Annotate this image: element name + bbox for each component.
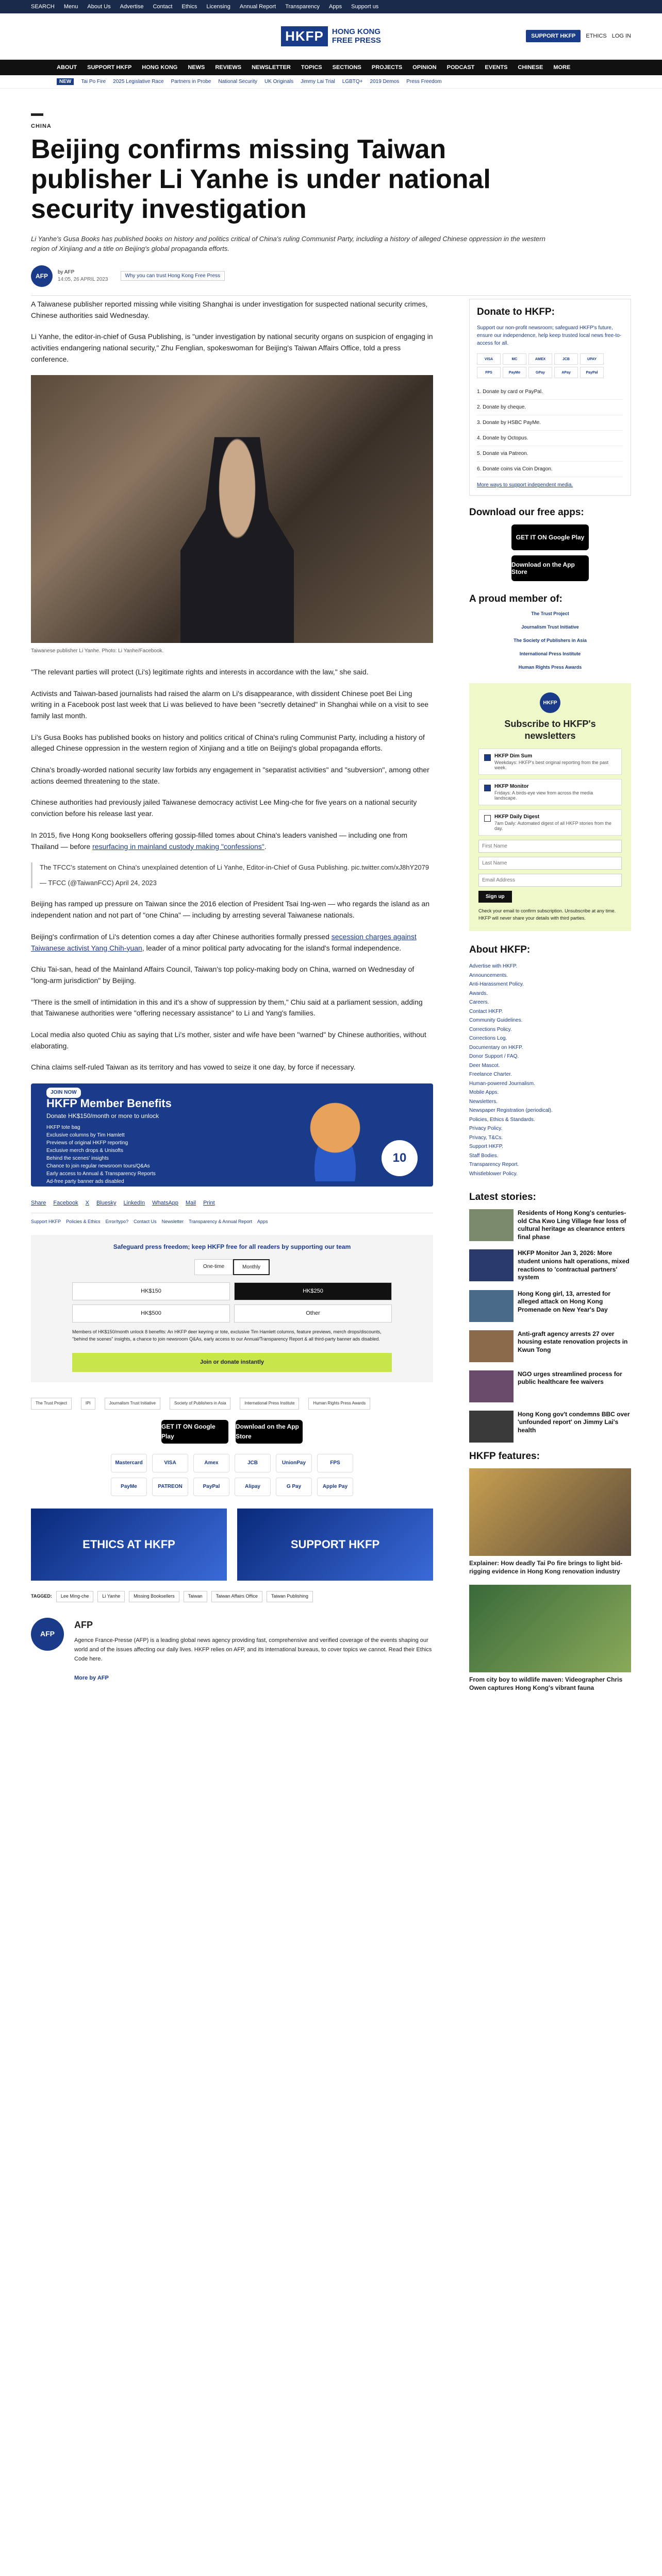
payment-logo: VISA	[152, 1454, 188, 1472]
util-link[interactable]: SEARCH	[31, 4, 55, 10]
login-link[interactable]: LOG IN	[611, 33, 631, 39]
about-link[interactable]: Newsletters.	[469, 1098, 498, 1105]
anniversary-badge: 10	[382, 1140, 418, 1176]
feature-image[interactable]	[469, 1585, 631, 1672]
donate-option[interactable]: 6. Donate coins via Coin Dragon.	[477, 462, 623, 477]
about-link[interactable]: Staff Bodies.	[469, 1153, 499, 1159]
support-link[interactable]: Transparency & Annual Report	[189, 1219, 252, 1225]
util-link[interactable]: Contact	[153, 4, 173, 10]
feature-title[interactable]: From city boy to wildlife maven: Videographer Chris Owen captures Hong Kong's vibrant fauna	[469, 1676, 623, 1692]
story-title[interactable]: Residents of Hong Kong's centuries-old Cha Kwo Ling Village fear loss of cultural heritage as clearance enters final phase	[518, 1209, 626, 1241]
member-logo[interactable]: Journalism Trust Initiative	[105, 1398, 160, 1409]
paragraph: Li Yanhe, the editor-in-chief of Gusa Publishing, is "under investigation by national security organs on suspicion of engaging in activities endangering national security," Zhu Fenglian, spokeswoman for Beijing's Taiwan Affairs Office, told a press conference.	[31, 332, 433, 363]
newsletter-name: HKFP Monitor	[494, 784, 529, 789]
byline	[31, 265, 631, 287]
article-body	[31, 299, 433, 1693]
story-thumbnail[interactable]	[469, 1411, 514, 1443]
amount-option[interactable]: HK$500	[72, 1304, 230, 1323]
nav-item[interactable]: OPINION	[412, 64, 437, 71]
nav-item[interactable]: HONG KONG	[142, 64, 178, 71]
card-logo: AMEX	[528, 353, 552, 365]
about-link[interactable]: Documentary on HKFP.	[469, 1044, 523, 1050]
subnav-item[interactable]: 2025 Legislative Race	[113, 79, 164, 84]
about-link[interactable]: Policies, Ethics & Standards.	[469, 1116, 535, 1123]
subnav-item[interactable]: Press Freedom	[406, 79, 442, 84]
support-link[interactable]: Error/typo?	[105, 1219, 129, 1225]
newsletter-option[interactable]	[478, 809, 622, 836]
member-logo[interactable]: Human Rights Press Awards	[308, 1398, 370, 1409]
util-link[interactable]: Menu	[63, 4, 78, 10]
nav-item[interactable]: PROJECTS	[371, 64, 403, 71]
share-link[interactable]: Mail	[185, 1200, 196, 1207]
payment-logo: UnionPay	[276, 1454, 312, 1472]
amount-option[interactable]: HK$250	[234, 1282, 392, 1300]
about-link[interactable]: Newspaper Registration (periodical).	[469, 1108, 553, 1113]
site-logo[interactable]	[281, 26, 381, 46]
latest-story[interactable]	[469, 1209, 631, 1241]
freq-monthly[interactable]: Monthly	[233, 1259, 270, 1276]
paragraph: Local media also quoted Chiu as saying that Li's mother, sister and wife have been "warned" by Chinese authorities, without elaborating.	[31, 1030, 426, 1050]
author-name[interactable]: AFP	[74, 1619, 93, 1630]
nav-item[interactable]: EVENTS	[485, 64, 508, 71]
divider	[31, 295, 631, 296]
payment-logo: PayMe	[111, 1478, 147, 1496]
util-link[interactable]: About Us	[87, 4, 111, 10]
paragraph: A Taiwanese publisher reported missing while visiting Shanghai is under investigation for suspected national security crimes, Chinese authorities said Wednesday.	[31, 300, 428, 319]
story-title[interactable]: HKFP Monitor Jan 3, 2026: More student unions halt operations, mixed reactions to 'contractual partners' system	[518, 1249, 630, 1281]
freq-one-time[interactable]: One-time	[194, 1259, 233, 1276]
paragraph: China's broadly-worded national security law forbids any engagement in "separatist activities" and "subversion", among other actions deemed threatening to the state.	[31, 766, 429, 785]
newsletter-name: HKFP Dim Sum	[494, 753, 533, 759]
subnav-item[interactable]: Partners in Probe	[171, 79, 211, 84]
latest-story[interactable]	[469, 1411, 631, 1443]
donate-header: Safeguard press freedom; keep HKFP free for all readers by supporting our team	[113, 1243, 351, 1251]
article	[31, 113, 631, 1692]
paragraph: In 2015, five Hong Kong booksellers offering gossip-filled tomes about China's leaders vanished — including one from Thailand — before resurfacing in mainland custody making "confessions".	[31, 831, 408, 851]
member-logo[interactable]: Society of Publishers in Asia	[170, 1398, 231, 1409]
nav-item[interactable]: TOPICS	[301, 64, 322, 71]
author-avatar[interactable]: AFP	[31, 1618, 64, 1651]
paragraph: Li's Gusa Books has published books on history and politics critical of China's ruling Communist Party, including a history of alleged Chinese oppression in the western region of Xinjiang and a title on Beijing's global propaganda efforts.	[31, 733, 425, 753]
card-logo: VISA	[477, 353, 501, 365]
benefits-list	[46, 1124, 156, 1185]
latest-story[interactable]	[469, 1290, 631, 1322]
author-bio: Agence France-Presse (AFP) is a leading global news agency providing fast, comprehensive and verified coverage of the events shaping our world and of the issues affecting our daily lives. HKFP relies on AFP, and its international bureaus, to cover topics we cannot. Read their Ethics Code here.	[74, 1637, 432, 1662]
util-link[interactable]: Licensing	[206, 4, 230, 10]
benefit-item: Early access to Annual & Transparency Reports	[46, 1171, 156, 1177]
story-thumbnail[interactable]	[469, 1249, 514, 1281]
story-thumbnail[interactable]	[469, 1330, 514, 1362]
latest-story[interactable]	[469, 1249, 631, 1281]
about-link[interactable]: Privacy, T&Cs.	[469, 1134, 503, 1141]
subscribe-title: Subscribe to HKFP's newsletters	[504, 719, 596, 741]
about-link[interactable]: Transparency Report.	[469, 1162, 519, 1167]
proud-title: A proud member of:	[469, 594, 562, 604]
byline-author[interactable]: by AFP	[58, 269, 75, 276]
app-buttons	[31, 1420, 433, 1444]
join-now-pill[interactable]: JOIN NOW	[46, 1088, 81, 1098]
about-link[interactable]: Donor Support / FAQ.	[469, 1054, 519, 1059]
author-box	[31, 1618, 433, 1693]
features-title: HKFP features:	[469, 1450, 540, 1462]
google-play-button[interactable]: GET IT ON Google Play	[161, 1420, 228, 1444]
feature-story[interactable]	[469, 1468, 631, 1575]
promo-banners	[31, 1509, 433, 1581]
author-avatar[interactable]: AFP	[31, 265, 53, 287]
benefit-item: HKFP tote bag	[46, 1125, 80, 1131]
util-link[interactable]: Advertise	[120, 4, 144, 10]
support-link[interactable]: Apps	[257, 1219, 268, 1225]
payment-logo: Apple Pay	[317, 1478, 353, 1496]
story-title[interactable]: NGO urges streamlined process for public healthcare fee waivers	[518, 1370, 622, 1386]
trust-link[interactable]: Why you can trust Hong Kong Free Press	[121, 271, 225, 281]
util-link[interactable]: Support us	[351, 4, 379, 10]
card-logos	[477, 353, 623, 378]
about-link[interactable]: Anti-Harassment Policy.	[469, 981, 524, 987]
category-rule	[31, 113, 43, 116]
article-headline: Beijing confirms missing Taiwan publisher Li Yanhe is under national security investigation	[31, 134, 491, 225]
nav-item[interactable]: CHINESE	[518, 64, 543, 71]
about-link[interactable]: Whistleblower Policy.	[469, 1171, 518, 1177]
benefit-item: Behind the scenes' insights	[46, 1156, 109, 1162]
about-link[interactable]: Careers.	[469, 999, 489, 1005]
about-link[interactable]: Announcements.	[469, 972, 508, 978]
latest-title: Latest stories:	[469, 1192, 536, 1202]
member-logo[interactable]: The Trust Project	[31, 1398, 72, 1409]
newsletter-name: HKFP Daily Digest	[494, 814, 540, 820]
benefit-item: Exclusive merch drops & Unisofts	[46, 1148, 123, 1154]
share-link[interactable]: X	[85, 1200, 90, 1207]
email-input[interactable]	[478, 874, 622, 887]
feature-image[interactable]	[469, 1468, 631, 1556]
newsletter-desc: Fridays: A birds-eye view from across the media landscape.	[494, 790, 593, 801]
donate-option[interactable]: 1. Donate by card or PayPal.	[477, 384, 623, 400]
util-link[interactable]: Ethics	[181, 4, 197, 10]
payment-logo: PATREON	[152, 1478, 188, 1496]
photo-caption: Taiwanese publisher Li Yanhe. Photo: Li Yanhe/Facebook.	[31, 648, 164, 654]
member-org-logo[interactable]: International Press Institute	[519, 651, 581, 656]
secession-charges-link[interactable]: secession charges against Taiwanese activist Yang Chih-yuan	[31, 932, 417, 952]
app-store-button[interactable]: Download on the App Store	[236, 1420, 303, 1444]
subnav-item[interactable]: UK Originals	[264, 79, 294, 84]
embedded-tweet	[31, 862, 433, 888]
member-subtitle: Donate HK$150/month or more to unlock	[46, 1112, 159, 1120]
card-logo: APay	[554, 367, 578, 378]
member-title: HKFP Member Benefits	[46, 1097, 172, 1110]
share-link[interactable]: Bluesky	[96, 1200, 117, 1207]
more-ways-link[interactable]: More ways to support independent media.	[477, 482, 573, 488]
member-org-logo[interactable]: The Trust Project	[531, 611, 569, 616]
about-title: About HKFP:	[469, 944, 531, 955]
member-org-logo[interactable]: The Society of Publishers in Asia	[514, 638, 587, 643]
about-link[interactable]: Community Guidelines.	[469, 1018, 523, 1023]
member-orgs	[469, 611, 631, 670]
nav-item[interactable]: REVIEWS	[215, 64, 242, 71]
benefit-item: Ad-free party banner ads disabled	[46, 1179, 124, 1185]
tag-chip[interactable]: Taiwan	[184, 1591, 207, 1602]
payment-logo: PayPal	[193, 1478, 229, 1496]
paragraph: China claims self-ruled Taiwan as its territory and has vowed to seize it one day, by force if necessary.	[31, 1063, 356, 1072]
support-link[interactable]: Contact Us	[134, 1219, 157, 1225]
donate-option[interactable]: 5. Donate via Patreon.	[477, 446, 623, 462]
card-logo: UPAY	[580, 353, 604, 365]
article-photo	[31, 375, 433, 643]
subnav-item[interactable]: National Security	[218, 79, 257, 84]
sub-nav	[0, 75, 662, 89]
tag-chip[interactable]: Taiwan Publishing	[267, 1591, 313, 1602]
payment-logo: Alipay	[235, 1478, 271, 1496]
about-link[interactable]: Human-powered Journalism.	[469, 1080, 535, 1087]
about-link[interactable]: Mobile Apps.	[469, 1090, 499, 1095]
story-thumbnail[interactable]	[469, 1290, 514, 1322]
subnav-item[interactable]: Tai Po Fire	[81, 79, 106, 84]
latest-story[interactable]	[469, 1330, 631, 1362]
paragraph: Chiu Tai-san, head of the Mainland Affairs Council, Taiwan's top policy-making body on China, warned on Wednesday of "long-arm jurisdiction" by Beijing.	[31, 965, 415, 985]
share-bar	[31, 1199, 433, 1213]
story-title[interactable]: Anti-graft agency arrests 27 over housing estate renovation projects in Kwun Tong	[518, 1330, 628, 1353]
member-logo[interactable]: International Press Institute	[240, 1398, 299, 1409]
first-name-input[interactable]	[478, 840, 622, 853]
donate-option[interactable]: 2. Donate by cheque.	[477, 400, 623, 415]
benefit-item: Previews of original HKFP reporting	[46, 1140, 128, 1146]
tweet-signature[interactable]: — TFCC (@TaiwanFCC) April 24, 2023	[40, 879, 157, 887]
about-link[interactable]: Corrections Policy.	[469, 1026, 512, 1032]
subnav-item[interactable]: Jimmy Lai Trial	[301, 79, 335, 84]
tag-chip[interactable]: Lee Ming-che	[56, 1591, 94, 1602]
amount-option[interactable]: Other	[234, 1304, 392, 1323]
tags-row	[31, 1591, 433, 1602]
signup-fineprint: Check your email to confirm subscription. Unsubscribe at any time. HKFP will never share your details with third parties.	[478, 908, 616, 921]
support-hkfp-button[interactable]: SUPPORT HKFP	[526, 30, 581, 42]
share-link[interactable]: LinkedIn	[123, 1200, 145, 1207]
card-logo: MC	[503, 353, 526, 365]
join-donate-button[interactable]: Join or donate instantly	[72, 1353, 392, 1372]
promo-banner[interactable]: ETHICS AT HKFP	[31, 1509, 227, 1581]
benefit-item: Chance to join regular newsroom tours/Q&As	[46, 1163, 150, 1170]
util-link[interactable]: Transparency	[285, 4, 320, 10]
share-link[interactable]: Print	[203, 1200, 215, 1207]
payment-logo: G Pay	[276, 1478, 312, 1496]
member-org-logo[interactable]: Journalism Trust Initiative	[521, 624, 579, 630]
story-thumbnail[interactable]	[469, 1370, 514, 1402]
card-logo: FPS	[477, 367, 501, 378]
logo-line1: HONG KONG	[332, 27, 381, 36]
paragraph: "There is the smell of intimidation in this and it's a show of suppression by them," Chiu said at a parliament session, adding that Taiwanese authorities were "offering necessary assistance" to Li and Yang's families.	[31, 997, 423, 1018]
hkfp-badge-icon: HKFP	[540, 692, 560, 713]
donate-options	[477, 384, 623, 477]
google-play-button[interactable]: GET IT ON Google Play	[511, 524, 589, 550]
donate-option[interactable]: 3. Donate by HSBC PayMe.	[477, 415, 623, 431]
paragraph: Beijing's confirmation of Li's detention comes a day after Chinese authorities formally pressed secession charges against Taiwanese activist Yang Chih-yuan, leader of a minor political party advocating for the island's formal independence.	[31, 932, 417, 952]
signup-button[interactable]: Sign up	[478, 891, 512, 903]
support-link[interactable]: Support HKFP	[31, 1219, 61, 1225]
paragraph: "The relevant parties will protect (Li's) legitimate rights and interests in accordance with the law," she said.	[31, 667, 369, 676]
util-link[interactable]: Apps	[329, 4, 342, 10]
newsletter-signup	[469, 683, 631, 931]
benefit-item: Exclusive columns by Tim Hamlett	[46, 1132, 125, 1139]
nav-item[interactable]: NEWSLETTER	[252, 64, 291, 71]
share-link[interactable]: WhatsApp	[152, 1200, 178, 1207]
support-link[interactable]: Newsletter	[161, 1219, 184, 1225]
last-name-input[interactable]	[478, 857, 622, 870]
amount-option[interactable]: HK$150	[72, 1282, 230, 1300]
new-badge: NEW	[57, 78, 74, 85]
confessions-link[interactable]: resurfacing in mainland custody making "confessions"	[92, 842, 264, 851]
newsletter-options	[478, 749, 622, 836]
payment-logo: FPS	[317, 1454, 353, 1472]
about-link[interactable]: Freelance Charter.	[469, 1072, 512, 1077]
about-link[interactable]: Contact HKFP.	[469, 1008, 503, 1014]
about-link[interactable]: Support HKFP.	[469, 1144, 503, 1149]
paragraph: Activists and Taiwan-based journalists had raised the alarm on Li's disappearance, with dissident Chinese poet Bei Ling writing in a Facebook post last week that Li was believed to have been "secretly detained" in Shanghai while on a visit to see family last month.	[31, 689, 429, 720]
paragraph: Chinese authorities had previously jailed Taiwanese democracy activist Lee Ming-che for five years on a national security conviction before his release last year.	[31, 798, 417, 818]
card-logo: GPay	[528, 367, 552, 378]
byline-date: 14:05, 26 APRIL 2023	[58, 277, 108, 283]
card-logo: JCB	[554, 353, 578, 365]
deer-mascot-icon	[299, 1099, 371, 1181]
latest-stories	[469, 1209, 631, 1443]
newsletter-option[interactable]	[478, 779, 622, 805]
utility-bar	[0, 0, 662, 13]
member-org-logo[interactable]: Human Rights Press Awards	[518, 665, 582, 670]
nav-item[interactable]: ABOUT	[57, 64, 77, 71]
about-link[interactable]: Advertise with HKFP.	[469, 963, 518, 969]
story-title[interactable]: Hong Kong gov't condemns BBC over 'unfounded report' on Jimmy Lai's health	[518, 1410, 630, 1434]
story-thumbnail[interactable]	[469, 1209, 514, 1241]
util-link[interactable]: Annual Report	[239, 4, 276, 10]
site-header	[0, 13, 662, 60]
payment-methods	[31, 1454, 433, 1496]
story-title[interactable]: Hong Kong girl, 13, arrested for alleged attack on Hong Kong Promenade on New Year's Day	[518, 1290, 611, 1313]
apps-title: Download our free apps:	[469, 507, 584, 518]
app-store-button[interactable]: Download on the App Store	[511, 555, 589, 581]
payment-logo: Amex	[193, 1454, 229, 1472]
latest-story[interactable]	[469, 1370, 631, 1402]
donate-option[interactable]: 4. Donate by Octopus.	[477, 431, 623, 446]
member-benefits-banner[interactable]	[31, 1083, 433, 1187]
paragraph: Beijing has ramped up pressure on Taiwan since the 2016 election of President Tsai Ing-wen — who regards the island as an independent nation and not part of "one China" — including by arresting several Taiwanese nationals.	[31, 900, 430, 920]
about-link[interactable]: Privacy Policy.	[469, 1126, 503, 1131]
newsletter-desc: Weekdays: HKFP's best original reporting from the past week.	[494, 760, 609, 770]
article-dek: Li Yanhe's Gusa Books has published books on history and politics critical of China's ruling Communist Party, including a history of alleged Chinese oppression in the western region of Xinjiang and a title on Beijing's global propaganda efforts.	[31, 234, 545, 253]
payment-logo: Mastercard	[111, 1454, 147, 1472]
about-link[interactable]: Awards.	[469, 990, 488, 996]
sidebar-apps	[469, 524, 631, 581]
article-category[interactable]: CHINA	[31, 123, 52, 129]
logo-line2: FREE PRESS	[332, 36, 381, 45]
feature-story[interactable]	[469, 1585, 631, 1692]
sidebar-donate	[469, 299, 631, 496]
donate-box	[31, 1235, 433, 1382]
share-link[interactable]: Facebook	[53, 1200, 78, 1207]
subnav-item[interactable]: LGBTQ+	[342, 79, 363, 84]
subnav-item[interactable]: 2019 Demos	[370, 79, 400, 84]
payment-logo: JCB	[235, 1454, 271, 1472]
donate-note: Members of HK$150/month unlock 8 benefits: An HKFP deer keyring or tote, exclusive Tim Hamlett columns, feature previews, merch drops/discounts, "behind the scenes" insights, a chance to join newsroom Q&As, early access to our Annual/Transparency Report & all third-party banner ads disabled.	[72, 1329, 382, 1342]
about-link[interactable]: Corrections Log.	[469, 1036, 507, 1041]
promo-banner[interactable]: SUPPORT HKFP	[237, 1509, 433, 1581]
main-nav	[0, 60, 662, 75]
logo-mark: HKFP	[281, 26, 328, 46]
nav-item[interactable]: SECTIONS	[332, 64, 361, 71]
frequency-toggle	[72, 1259, 392, 1276]
features-list	[469, 1468, 631, 1692]
ethics-link[interactable]: ETHICS	[586, 33, 607, 39]
nav-item[interactable]: NEWS	[188, 64, 205, 71]
membership-logos	[31, 1398, 433, 1409]
nav-item[interactable]: PODCAST	[446, 64, 475, 71]
tag-chip[interactable]: Missing Booksellers	[129, 1591, 179, 1602]
sidebar	[469, 299, 631, 1702]
nav-item[interactable]: SUPPORT HKFP	[87, 64, 132, 71]
share-link[interactable]: Share	[31, 1200, 46, 1207]
tag-chip[interactable]: Li Yanhe	[97, 1591, 125, 1602]
newsletter-desc: 7am Daily: Automated digest of all HKFP stories from the day.	[494, 821, 611, 831]
donate-intro[interactable]: Support our non-profit newsroom; safeguard HKFP's future, ensure our independence, help keep trusted local news free-to-access for all.	[477, 325, 622, 346]
member-logo[interactable]: IPI	[81, 1398, 95, 1409]
about-link[interactable]: Deer Mascot.	[469, 1062, 500, 1069]
more-by-author-link[interactable]: More by AFP	[74, 1675, 109, 1682]
donate-title: Donate to HKFP:	[477, 307, 555, 317]
newsletter-option[interactable]	[478, 749, 622, 775]
about-links	[469, 962, 631, 1178]
support-link[interactable]: Policies & Ethics	[66, 1219, 101, 1225]
support-links	[31, 1218, 433, 1226]
tags-label: TAGGED:	[31, 1593, 52, 1599]
card-logo: PayPal	[580, 367, 604, 378]
tag-chip[interactable]: Taiwan Affairs Office	[211, 1591, 262, 1602]
amount-grid	[72, 1282, 392, 1323]
nav-item[interactable]: MORE	[553, 64, 571, 71]
feature-title[interactable]: Explainer: How deadly Tai Po fire brings to light bid-rigging evidence in Hong Kong renovation industry	[469, 1559, 623, 1575]
card-logo: PayMe	[503, 367, 526, 378]
tweet-text: The TFCC's statement on China's unexplained detention of Li Yanhe, Editor-in-Chief of Gusa Publishing. pic.twitter.com/xJ8hY2079	[40, 863, 429, 872]
